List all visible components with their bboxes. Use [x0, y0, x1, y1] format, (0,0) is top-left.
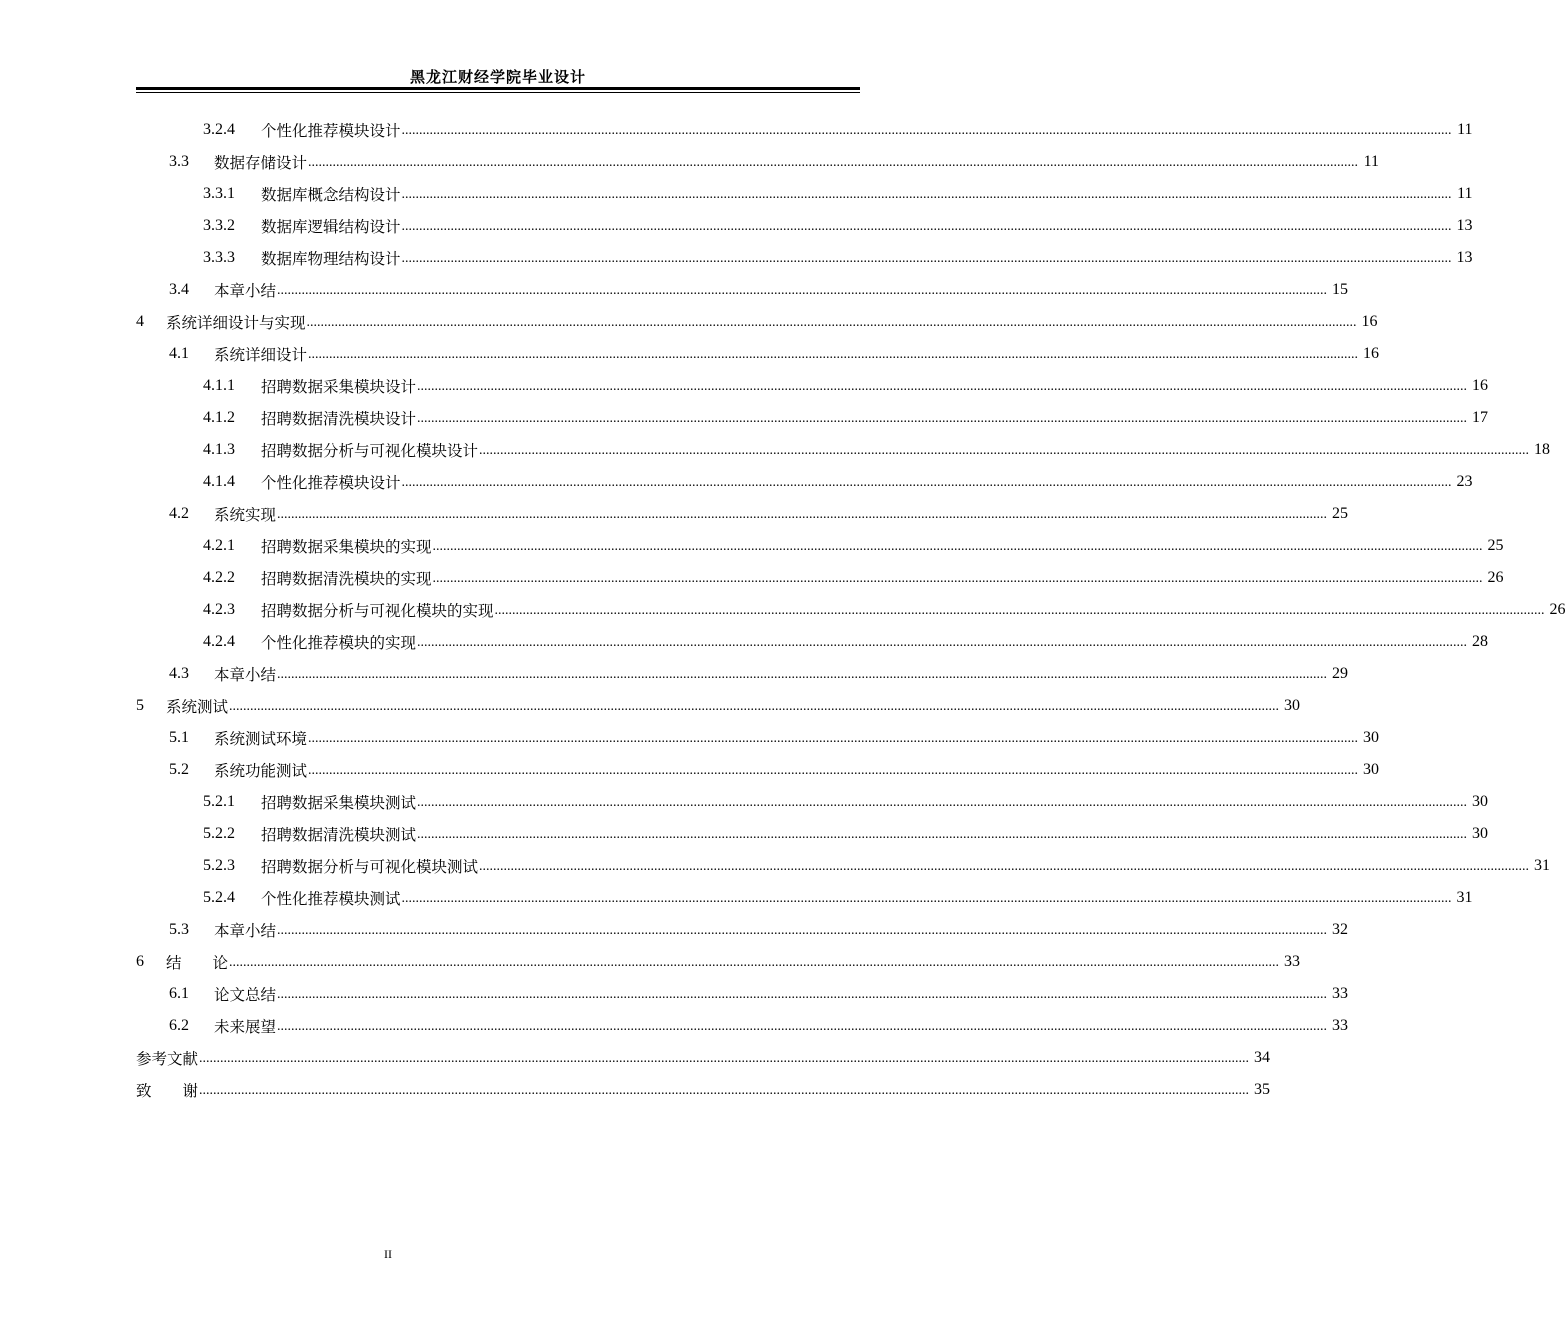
toc-entry[interactable] [136, 658, 1349, 690]
toc-entry-number: 5.2.1 [203, 793, 235, 810]
toc-entry-page: 13 [1456, 249, 1473, 266]
toc-entry[interactable] [136, 1042, 1271, 1074]
toc-entry[interactable] [136, 818, 1489, 850]
toc-entry-title: 个性化推荐模块设计 [261, 122, 401, 140]
header-rule-thick [136, 87, 860, 90]
toc-entry-page: 16 [1472, 377, 1489, 394]
toc-entry[interactable] [136, 754, 1380, 786]
toc-entry[interactable] [136, 1074, 1271, 1106]
toc-entry-title: 系统测试 [166, 698, 229, 716]
toc-entry-title: 招聘数据分析与可视化模块测试 [261, 858, 479, 876]
toc-dot-leader: ............................................................................................................................................................................................................................................................................................................ [277, 1019, 1328, 1034]
toc-entry-title: 个性化推荐模块的实现 [261, 634, 417, 652]
toc-entry-number: 5.2.2 [203, 825, 235, 842]
toc-entry-title: 参考文献 [136, 1050, 199, 1068]
toc-entry-title: 招聘数据采集模块的实现 [261, 538, 432, 556]
toc-entry-number: 6.2 [169, 1017, 189, 1034]
toc-dot-leader: ............................................................................................................................................................................................................................................................................................................ [401, 187, 1452, 202]
toc-entry-title: 本章小结 [214, 282, 277, 300]
toc-dot-leader: ............................................................................................................................................................................................................................................................................................................ [306, 315, 1357, 330]
toc-entry[interactable] [136, 786, 1489, 818]
toc-entry-number: 4.2.3 [203, 601, 235, 618]
toc-entry-page: 15 [1332, 281, 1349, 298]
toc-entry-title: 论文总结 [214, 986, 277, 1004]
toc-entry-number: 3.2.4 [203, 121, 235, 138]
toc-entry[interactable] [136, 370, 1489, 402]
toc-dot-leader: ............................................................................................................................................................................................................................................................................................................ [401, 219, 1452, 234]
toc-dot-leader: ............................................................................................................................................................................................................................................................................................................ [479, 859, 1530, 874]
toc-entry-page: 33 [1332, 985, 1349, 1002]
toc-entry-number: 5.1 [169, 729, 189, 746]
toc-dot-leader: ............................................................................................................................................................................................................................................................................................................ [432, 571, 1483, 586]
toc-entry-page: 25 [1332, 505, 1349, 522]
toc-entry-page: 11 [1457, 121, 1473, 138]
toc-entry-title: 招聘数据分析与可视化模块设计 [261, 442, 479, 460]
toc-entry-page: 31 [1456, 889, 1473, 906]
toc-entry[interactable] [136, 402, 1489, 434]
toc-dot-leader: ............................................................................................................................................................................................................................................................................................................ [417, 795, 1468, 810]
toc-entry-number: 4.3 [169, 665, 189, 682]
toc-entry-title: 数据库概念结构设计 [261, 186, 401, 204]
toc-entry-number: 5.2.4 [203, 889, 235, 906]
toc-entry-page: 32 [1332, 921, 1349, 938]
toc-dot-leader: ............................................................................................................................................................................................................................................................................................................ [277, 987, 1328, 1002]
toc-entry-page: 16 [1363, 345, 1380, 362]
toc-dot-leader: ............................................................................................................................................................................................................................................................................................................ [229, 699, 1280, 714]
toc-entry-page: 33 [1332, 1017, 1349, 1034]
toc-dot-leader: ............................................................................................................................................................................................................................................................................................................ [432, 539, 1483, 554]
toc-entry[interactable] [136, 178, 1473, 210]
toc-entry-number: 6.1 [169, 985, 189, 1002]
toc-entry[interactable] [136, 626, 1489, 658]
toc-entry-number: 4.1.2 [203, 409, 235, 426]
toc-entry[interactable] [136, 466, 1473, 498]
toc-entry-number: 4.1.3 [203, 441, 235, 458]
toc-entry-page: 26 [1549, 601, 1566, 618]
toc-entry-page: 28 [1472, 633, 1489, 650]
toc-entry-page: 31 [1534, 857, 1551, 874]
toc-entry-number: 3.3 [169, 153, 189, 170]
toc-entry-number: 5.2 [169, 761, 189, 778]
toc-dot-leader: ............................................................................................................................................................................................................................................................................................................ [401, 891, 1452, 906]
toc-dot-leader: ............................................................................................................................................................................................................................................................................................................ [199, 1083, 1250, 1098]
toc-entry[interactable] [136, 722, 1380, 754]
table-of-contents [136, 114, 1566, 1106]
toc-entry-title: 系统详细设计与实现 [166, 314, 306, 332]
toc-entry[interactable] [136, 594, 1566, 626]
toc-entry[interactable] [136, 562, 1504, 594]
page-number: II [384, 1247, 392, 1261]
toc-entry-page: 26 [1487, 569, 1504, 586]
toc-entry-page: 16 [1361, 313, 1378, 330]
toc-entry-number: 3.3.3 [203, 249, 235, 266]
toc-entry-number: 6 [136, 953, 144, 970]
toc-entry-title: 招聘数据清洗模块的实现 [261, 570, 432, 588]
toc-entry[interactable] [136, 882, 1473, 914]
toc-entry-page: 33 [1284, 953, 1301, 970]
toc-entry-title: 个性化推荐模块设计 [261, 474, 401, 492]
toc-entry[interactable] [136, 338, 1380, 370]
toc-entry[interactable] [136, 306, 1378, 338]
toc-entry[interactable] [136, 530, 1504, 562]
toc-entry-title: 招聘数据采集模块测试 [261, 794, 417, 812]
toc-entry[interactable] [136, 146, 1380, 178]
toc-entry-title: 个性化推荐模块测试 [261, 890, 401, 908]
toc-entry-title: 招聘数据采集模块设计 [261, 378, 417, 396]
toc-dot-leader: ............................................................................................................................................................................................................................................................................................................ [401, 123, 1452, 138]
toc-entry-number: 5 [136, 697, 144, 714]
toc-entry-page: 13 [1456, 217, 1473, 234]
toc-entry[interactable] [136, 1010, 1349, 1042]
toc-entry[interactable] [136, 978, 1349, 1010]
toc-entry-page: 17 [1472, 409, 1489, 426]
toc-dot-leader: ............................................................................................................................................................................................................................................................................................................ [277, 667, 1328, 682]
toc-entry-page: 30 [1284, 697, 1301, 714]
toc-dot-leader: ............................................................................................................................................................................................................................................................................................................ [479, 443, 1530, 458]
toc-entry[interactable] [136, 498, 1349, 530]
toc-entry-title: 数据库逻辑结构设计 [261, 218, 401, 236]
toc-entry-number: 4.2.4 [203, 633, 235, 650]
toc-dot-leader: ............................................................................................................................................................................................................................................................................................................ [401, 251, 1452, 266]
toc-entry-number: 3.3.1 [203, 185, 235, 202]
header-rule-thin [136, 92, 860, 93]
toc-dot-leader: ............................................................................................................................................................................................................................................................................................................ [199, 1051, 1250, 1066]
toc-entry-page: 18 [1534, 441, 1551, 458]
toc-dot-leader: ............................................................................................................................................................................................................................................................................................................ [308, 347, 1359, 362]
toc-entry[interactable] [136, 850, 1551, 882]
toc-entry[interactable] [136, 242, 1473, 274]
toc-dot-leader: ............................................................................................................................................................................................................................................................................................................ [417, 411, 1468, 426]
toc-entry-title: 数据库物理结构设计 [261, 250, 401, 268]
toc-dot-leader: ............................................................................................................................................................................................................................................................................................................ [308, 763, 1359, 778]
toc-entry-title: 系统测试环境 [214, 730, 308, 748]
toc-dot-leader: ............................................................................................................................................................................................................................................................................................................ [417, 635, 1468, 650]
toc-entry-page: 35 [1254, 1081, 1271, 1098]
toc-entry-title: 本章小结 [214, 666, 277, 684]
toc-entry-page: 30 [1472, 825, 1489, 842]
toc-entry-number: 4.1 [169, 345, 189, 362]
toc-entry-number: 3.4 [169, 281, 189, 298]
toc-entry[interactable] [136, 914, 1349, 946]
toc-entry[interactable] [136, 114, 1473, 146]
toc-entry-page: 34 [1254, 1049, 1271, 1066]
toc-entry-page: 25 [1487, 537, 1504, 554]
toc-entry-title: 系统实现 [214, 506, 277, 524]
toc-entry[interactable] [136, 434, 1551, 466]
toc-entry-page: 30 [1472, 793, 1489, 810]
toc-entry-number: 3.3.2 [203, 217, 235, 234]
toc-entry-number: 4 [136, 313, 144, 330]
toc-entry-number: 4.2.1 [203, 537, 235, 554]
toc-entry-title: 招聘数据清洗模块设计 [261, 410, 417, 428]
toc-dot-leader: ............................................................................................................................................................................................................................................................................................................ [308, 155, 1359, 170]
toc-entry-title: 未来展望 [214, 1018, 277, 1036]
toc-entry-number: 5.3 [169, 921, 189, 938]
toc-entry-title: 数据存储设计 [214, 154, 308, 172]
toc-dot-leader: ............................................................................................................................................................................................................................................................................................................ [417, 379, 1468, 394]
toc-entry-page: 29 [1332, 665, 1349, 682]
toc-entry-number: 4.1.1 [203, 377, 235, 394]
toc-entry-number: 4.2.2 [203, 569, 235, 586]
page-header-title: 黑龙江财经学院毕业设计 [409, 68, 586, 86]
toc-entry-page: 11 [1457, 185, 1473, 202]
toc-dot-leader: ............................................................................................................................................................................................................................................................................................................ [277, 283, 1328, 298]
toc-dot-leader: ............................................................................................................................................................................................................................................................................................................ [401, 475, 1452, 490]
toc-dot-leader: ............................................................................................................................................................................................................................................................................................................ [229, 955, 1280, 970]
toc-entry-title: 本章小结 [214, 922, 277, 940]
toc-entry-page: 23 [1456, 473, 1473, 490]
toc-entry-number: 4.2 [169, 505, 189, 522]
toc-entry[interactable] [136, 690, 1301, 722]
toc-entry-title: 结 论 [166, 954, 229, 972]
toc-dot-leader: ............................................................................................................................................................................................................................................................................................................ [417, 827, 1468, 842]
toc-entry-page: 30 [1363, 761, 1380, 778]
toc-entry-page: 11 [1363, 153, 1380, 170]
toc-entry-title: 系统功能测试 [214, 762, 308, 780]
toc-entry-number: 5.2.3 [203, 857, 235, 874]
toc-entry-title: 致 谢 [136, 1082, 199, 1100]
toc-dot-leader: ............................................................................................................................................................................................................................................................................................................ [308, 731, 1359, 746]
toc-entry-title: 系统详细设计 [214, 346, 308, 364]
toc-entry-page: 30 [1363, 729, 1380, 746]
toc-entry-number: 4.1.4 [203, 473, 235, 490]
toc-entry[interactable] [136, 946, 1301, 978]
toc-dot-leader: ............................................................................................................................................................................................................................................................................................................ [494, 603, 1545, 618]
toc-dot-leader: ............................................................................................................................................................................................................................................................................................................ [277, 923, 1328, 938]
toc-entry-title: 招聘数据分析与可视化模块的实现 [261, 602, 494, 620]
toc-entry[interactable] [136, 210, 1473, 242]
toc-dot-leader: ............................................................................................................................................................................................................................................................................................................ [277, 507, 1328, 522]
toc-entry[interactable] [136, 274, 1349, 306]
toc-entry-title: 招聘数据清洗模块测试 [261, 826, 417, 844]
